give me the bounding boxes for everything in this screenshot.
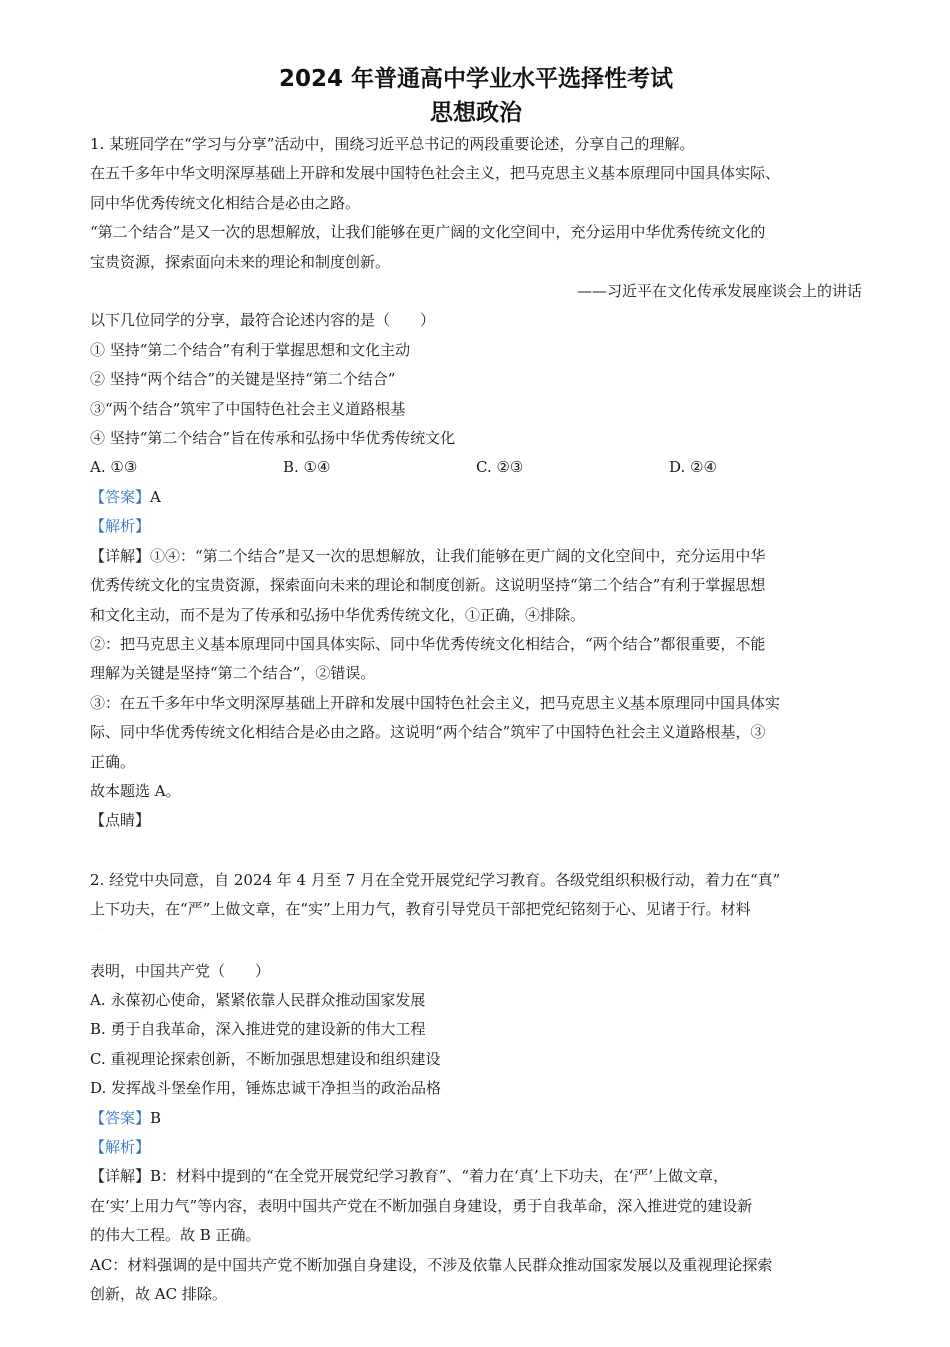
q2-option-b: B. 勇于自我革命，深入推进党的建设新的伟大工程 — [90, 1020, 426, 1039]
q1-quote-source: ——习近平在文化传承发展座谈会上的讲话 — [576, 282, 862, 301]
q1-option-d: D. ②④ — [669, 458, 717, 477]
q1-answer — [90, 483, 862, 512]
q1-detail-1-text: ①④：“第二个结合”是又一次的思想解放，让我们能够在更广阔的文化空间中，充分运用中华 — [150, 546, 766, 565]
q1-options — [90, 453, 862, 482]
q2-detail-1-text: B：材料中提到的“在全党开展党纪学习教育”、“着力在‘真’上下功夫，在‘严’上做文章， — [150, 1167, 729, 1186]
q1-question: 以下几位同学的分享，最符合论述内容的是（ ） — [90, 311, 436, 330]
q1-detail-tag: 【详解】 — [90, 546, 151, 565]
q2-answer-value: B — [150, 1108, 162, 1127]
q2-option-c: C. 重视理论探索创新，不断加强思想建设和组织建设 — [90, 1049, 441, 1068]
q2-detail-1-line1 — [90, 1162, 862, 1191]
q1-detail-3-line1: ③：在五千多年中华文明深厚基础上开辟和发展中国特色社会主义，把马克思主义基本原理同中国具体实 — [90, 693, 781, 712]
q1-item-2: ② 坚持“两个结合”的关键是坚持“第二个结合” — [90, 370, 396, 389]
q1-quote1-line1: 在五千多年中华文明深厚基础上开辟和发展中国特色社会主义，把马克思主义基本原理同中国具体实际、 — [90, 164, 781, 183]
q2-analysis-tag: 【解析】 — [90, 1138, 151, 1156]
q2-answer — [90, 1104, 862, 1133]
q1-item-4: ④ 坚持“第二个结合”旨在传承和弘扬中华优秀传统文化 — [90, 429, 456, 448]
q2-stem-line1: 2. 经党中央同意，自 2024 年 4 月至 7 月在全党开展党纪学习教育。各级党组织积极行动，着力在“真” — [90, 870, 781, 889]
q1-detail-2-line2: 理解为关键是坚持“第二个结合”，②错误。 — [90, 664, 376, 683]
q2-detail-2-line2: 创新，故 AC 排除。 — [90, 1285, 227, 1304]
spacer — [90, 937, 862, 957]
exam-page — [90, 62, 862, 1309]
q1-option-a: A. ①③ — [90, 458, 138, 477]
q1-quote1-line2: 同中华优秀传统文化相结合是必由之路。 — [90, 193, 361, 212]
q1-option-b: B. ①④ — [283, 458, 331, 477]
subject-title: 思想政治 — [430, 100, 522, 126]
q1-answer-tag: 【答案】 — [90, 487, 151, 506]
q2-detail-2-line1: AC：材料强调的是中国共产党不断加强自身建设，不涉及依靠人民群众推动国家发展以及重视理论探索 — [90, 1255, 773, 1274]
q2-detail-1-line2: 在‘实’上用力气”等内容，表明中国共产党在不断加强自身建设，勇于自我革命，深入推进党的建设新 — [90, 1196, 753, 1215]
q1-option-c: C. ②③ — [476, 458, 524, 477]
q2-stem-line2: 上下功夫，在“严”上做文章，在“实”上用力气，教育引导党员干部把党纪铭刻于心、见诸于行。材料 — [90, 900, 751, 919]
q2-option-d: D. 发挥战斗堡垒作用，锤炼忠诚干净担当的政治品格 — [90, 1079, 442, 1098]
q2-option-a: A. 永葆初心使命，紧紧依靠人民群众推动国家发展 — [90, 990, 426, 1009]
q1-detail-2-line1: ②：把马克思主义基本原理同中国具体实际、同中华优秀传统文化相结合，“两个结合”都很重要，不能 — [90, 634, 766, 653]
q1-stem: 1. 某班同学在“学习与分享”活动中，围绕习近平总书记的两段重要论述，分享自己的理解。 — [90, 135, 695, 153]
q1-conclusion: 故本题选 A。 — [90, 781, 181, 800]
q1-item-3: ③“两个结合”筑牢了中国特色社会主义道路根基 — [90, 399, 406, 418]
q1-answer-value: A — [150, 487, 161, 506]
q1-detail-3-line2: 际、同中华优秀传统文化相结合是必由之路。这说明“两个结合”筑牢了中国特色社会主义道路根基，③ — [90, 723, 766, 742]
q1-detail-1-line3: 和文化主动，而不是为了传承和弘扬中华优秀传统文化，①正确，④排除。 — [90, 605, 586, 624]
q1-detail-3-line3: 正确。 — [90, 752, 136, 771]
question-1 — [90, 130, 862, 836]
q1-quote2-line2: 宝贵资源，探索面向未来的理论和制度创新。 — [90, 252, 391, 271]
question-2 — [90, 866, 862, 1310]
q1-detail-1-line2: 优秀传统文化的宝贵资源，探索面向未来的理论和制度创新。这说明坚持“第二个结合”有利于掌握思想 — [90, 576, 766, 595]
q2-answer-tag: 【答案】 — [90, 1108, 151, 1127]
q2-detail-tag: 【详解】 — [90, 1167, 151, 1186]
scan-mark: · — [98, 925, 100, 933]
q1-point-tag: 【点睛】 — [90, 811, 151, 830]
q1-detail-1-line1 — [90, 542, 862, 571]
q2-detail-1-line3: 的伟大工程。故 B 正确。 — [90, 1226, 261, 1245]
q1-item-1: ① 坚持“第二个结合”有利于掌握思想和文化主动 — [90, 340, 411, 359]
q1-analysis-tag: 【解析】 — [90, 517, 151, 536]
exam-title: 2024 年普通高中学业水平选择性考试 — [278, 66, 674, 92]
q1-quote2-line1: “第二个结合”是又一次的思想解放，让我们能够在更广阔的文化空间中，充分运用中华优秀传统文化的 — [90, 223, 766, 242]
spacer — [90, 836, 862, 866]
q2-stem-line3: 表明，中国共产党（ ） — [90, 961, 271, 980]
